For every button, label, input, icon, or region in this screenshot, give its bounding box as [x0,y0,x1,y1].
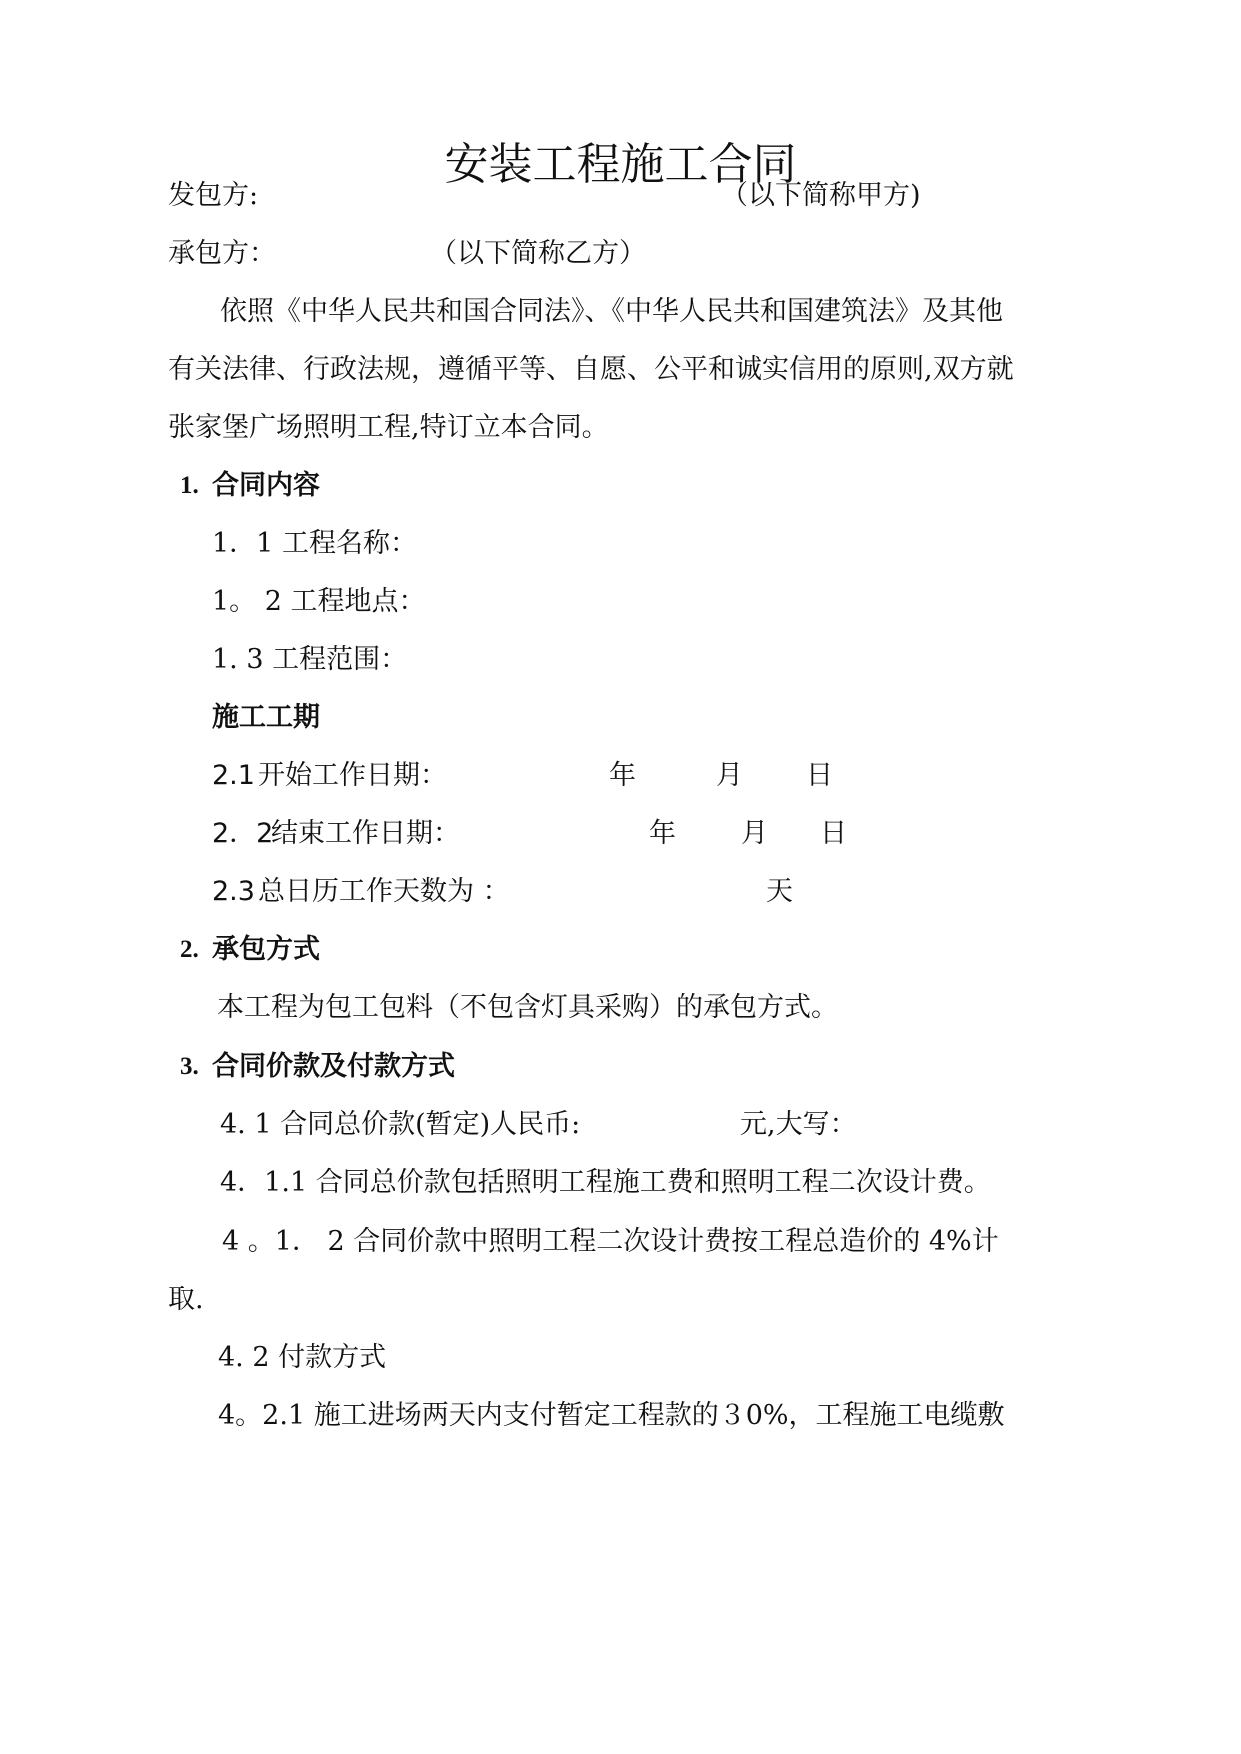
contract-method-text: 本工程为包工包料（不包含灯具采购）的承包方式。 [217,992,838,1023]
end-date-number: 2．2 [212,818,274,849]
party-a-label: 发包方: [168,180,259,211]
section-3-title: 合同价款及付款方式 [212,1051,455,1082]
intro-line-3: 张家堡广场照明工程,特订立本合同。 [168,412,609,443]
item-4-2-1: 4。2.1 施工进场两天内支付暂定工程款的３0%，工程施工电缆敷 [218,1400,1005,1431]
end-date-label: 结束工作日期： [271,818,460,849]
party-b-note: （以下简称乙方） [430,238,646,269]
intro-line-2: 有关法律、行政法规，遵循平等、自愿、公平和诚实信用的原则,双方就 [168,354,1014,385]
start-date-number: 2.1 [212,760,255,791]
section-2-title: 承包方式 [212,934,320,965]
item-project-location: 1。 2 工程地点： [212,586,426,617]
end-date-month: 月 [741,818,768,849]
section-3-number: 3. [180,1053,199,1080]
party-b-label: 承包方： [168,238,276,269]
schedule-title: 施工工期 [212,702,320,733]
item-4-1-2: 4 。1． 2 合同价款中照明工程二次设计费按工程总造价的 4%计 [222,1226,999,1257]
contract-price-unit: 元,大写： [740,1109,857,1140]
section-2-number: 2. [180,936,199,963]
total-days-unit: 天 [766,876,793,907]
party-a-note: （以下简称甲方) [721,180,921,211]
total-days-label: 总日历工作天数为 ： [258,876,510,907]
contract-price-label: 4. 1 合同总价款(暂定)人民币: [220,1109,581,1140]
item-4-1-1: 4．1.1 合同总价款包括照明工程施工费和照明工程二次设计费。 [220,1167,991,1198]
start-date-label: 开始工作日期： [258,760,447,791]
intro-line-1: 依照《中华人民共和国合同法》、《中华人民共和国建筑法》及其他 [220,296,1003,327]
end-date-year: 年 [649,818,676,849]
item-project-name: 1．1 工程名称： [212,528,417,559]
payment-method-title: 4. 2 付款方式 [218,1342,387,1373]
total-days-number: 2.3 [212,876,255,907]
page-title: 安装工程施工合同 [444,139,797,190]
start-date-year: 年 [609,760,636,791]
section-1-title: 合同内容 [212,470,320,501]
start-date-day: 日 [806,760,833,791]
section-1-number: 1. [180,472,199,499]
start-date-month: 月 [716,760,743,791]
end-date-day: 日 [820,818,847,849]
item-4-1-2-continued: 取. [168,1284,204,1315]
item-project-scope: 1. 3 工程范围： [212,644,408,675]
